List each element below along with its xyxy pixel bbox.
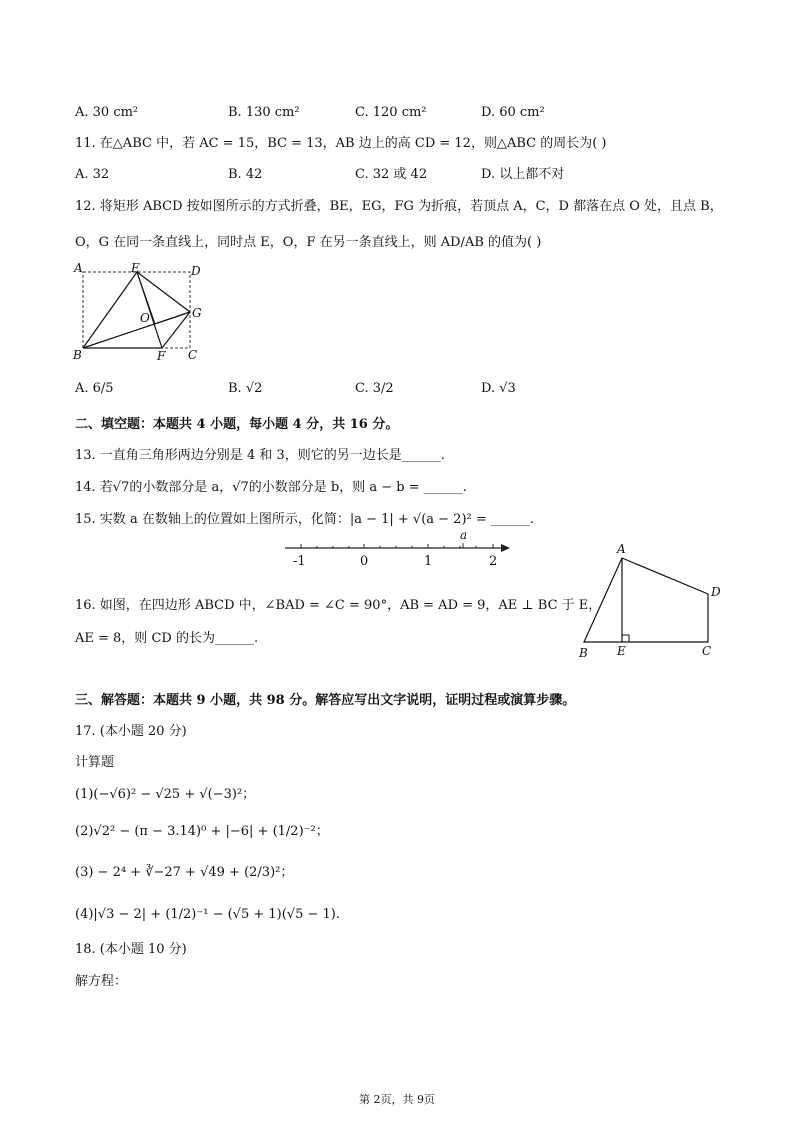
q17-item-2: (2)√2² − (π − 3.14)⁰ + |−6| + (1/2)⁻²； [75, 824, 329, 839]
fig12-label-b: B [73, 348, 82, 362]
q13-text: 13. 一直角三角形两边分别是 4 和 3，则它的另一边长是______. [75, 448, 445, 463]
fig12-label-o: O [140, 311, 150, 325]
page-footer: 第 2页，共 9页 [359, 1093, 435, 1106]
q12-line1: 12. 将矩形 ABCD 按如图所示的方式折叠，BE，EG，FG 为折痕，若顶点 A，C，D 都落在点 O 处，且点 B， [75, 199, 723, 214]
axis-point-a: a [460, 528, 468, 542]
fig12-label-a: A [74, 262, 83, 275]
axis-tick-1: 1 [424, 554, 433, 569]
q16-line1: 16. 如图，在四边形 ABCD 中，∠BAD = ∠C = 90°，AB = AD = 9，AE ⊥ BC 于 E， [75, 598, 602, 613]
q12-option-c: C. 3/2 [355, 381, 394, 396]
q10-option-b: B. 130 cm² [228, 105, 300, 120]
section2-title: 二、填空题：本题共 4 小题，每小题 4 分，共 16 分。 [75, 417, 399, 432]
q17-item-1: (1)(−√6)² − √25 + √(−3)²； [75, 787, 256, 802]
fig12-label-g: G [192, 306, 202, 320]
q12-line2: O，G 在同一条直线上，同时点 E，O，F 在另一条直线上，则 AD/AB 的值为( ) [75, 235, 542, 250]
axis-tick-neg1: -1 [293, 554, 306, 569]
q11-option-c: C. 32 或 42 [355, 167, 428, 182]
q12-option-b: B. √2 [228, 381, 263, 396]
fig16-label-d: D [711, 585, 721, 599]
fig16-label-e: E [617, 644, 626, 658]
q11-option-a: A. 32 [75, 167, 110, 182]
fig12-label-c: C [188, 348, 198, 362]
fig16-label-b: B [579, 646, 588, 660]
q17-subtitle: 计算题 [75, 755, 115, 770]
q10-option-d: D. 60 cm² [481, 105, 545, 120]
fig12-label-d: D [191, 264, 201, 278]
q17-item-4: (4)|√3 − 2| + (1/2)⁻¹ − (√5 + 1)(√5 − 1). [75, 907, 340, 922]
section3-title: 三、解答题：本题共 9 小题，共 98 分。解答应写出文字说明，证明过程或演算步骤。 [75, 693, 576, 708]
q15-text: 15. 实数 a 在数轴上的位置如上图所示，化简：|a − 1| + √(a − 2)² = ______. [75, 512, 535, 527]
q12-option-d: D. √3 [481, 381, 516, 396]
q16-quadrilateral-figure [574, 538, 724, 662]
q14-text: 14. 若√7的小数部分是 a，√7的小数部分是 b，则 a − b = ______. [75, 480, 467, 495]
fig16-label-c: C [702, 644, 712, 658]
q12-option-a: A. 6/5 [75, 381, 114, 396]
q18-header: 18. (本小题 10 分) [75, 942, 187, 957]
q12-rectangle-figure [70, 262, 210, 364]
fig16-label-a: A [617, 542, 626, 556]
q15-number-line [280, 528, 520, 570]
q10-option-c: C. 120 cm² [355, 105, 427, 120]
q17-item-3: (3) − 2⁴ + ∛−27 + √49 + (2/3)²； [75, 865, 294, 880]
q11-option-d: D. 以上都不对 [481, 167, 565, 182]
fig12-label-e: E [131, 262, 140, 275]
fig12-label-f: F [157, 349, 166, 363]
q11-option-b: B. 42 [228, 167, 263, 182]
axis-tick-0: 0 [360, 554, 369, 569]
q17-header: 17. (本小题 20 分) [75, 724, 187, 739]
q16-line2: AE = 8，则 CD 的长为______. [75, 631, 259, 646]
q10-option-a: A. 30 cm² [75, 105, 139, 120]
q11-text: 11. 在△ABC 中，若 AC = 15，BC = 13，AB 边上的高 CD = 12，则△ABC 的周长为( ) [75, 136, 607, 151]
axis-tick-2: 2 [489, 554, 498, 569]
q18-subtitle: 解方程： [75, 974, 128, 989]
